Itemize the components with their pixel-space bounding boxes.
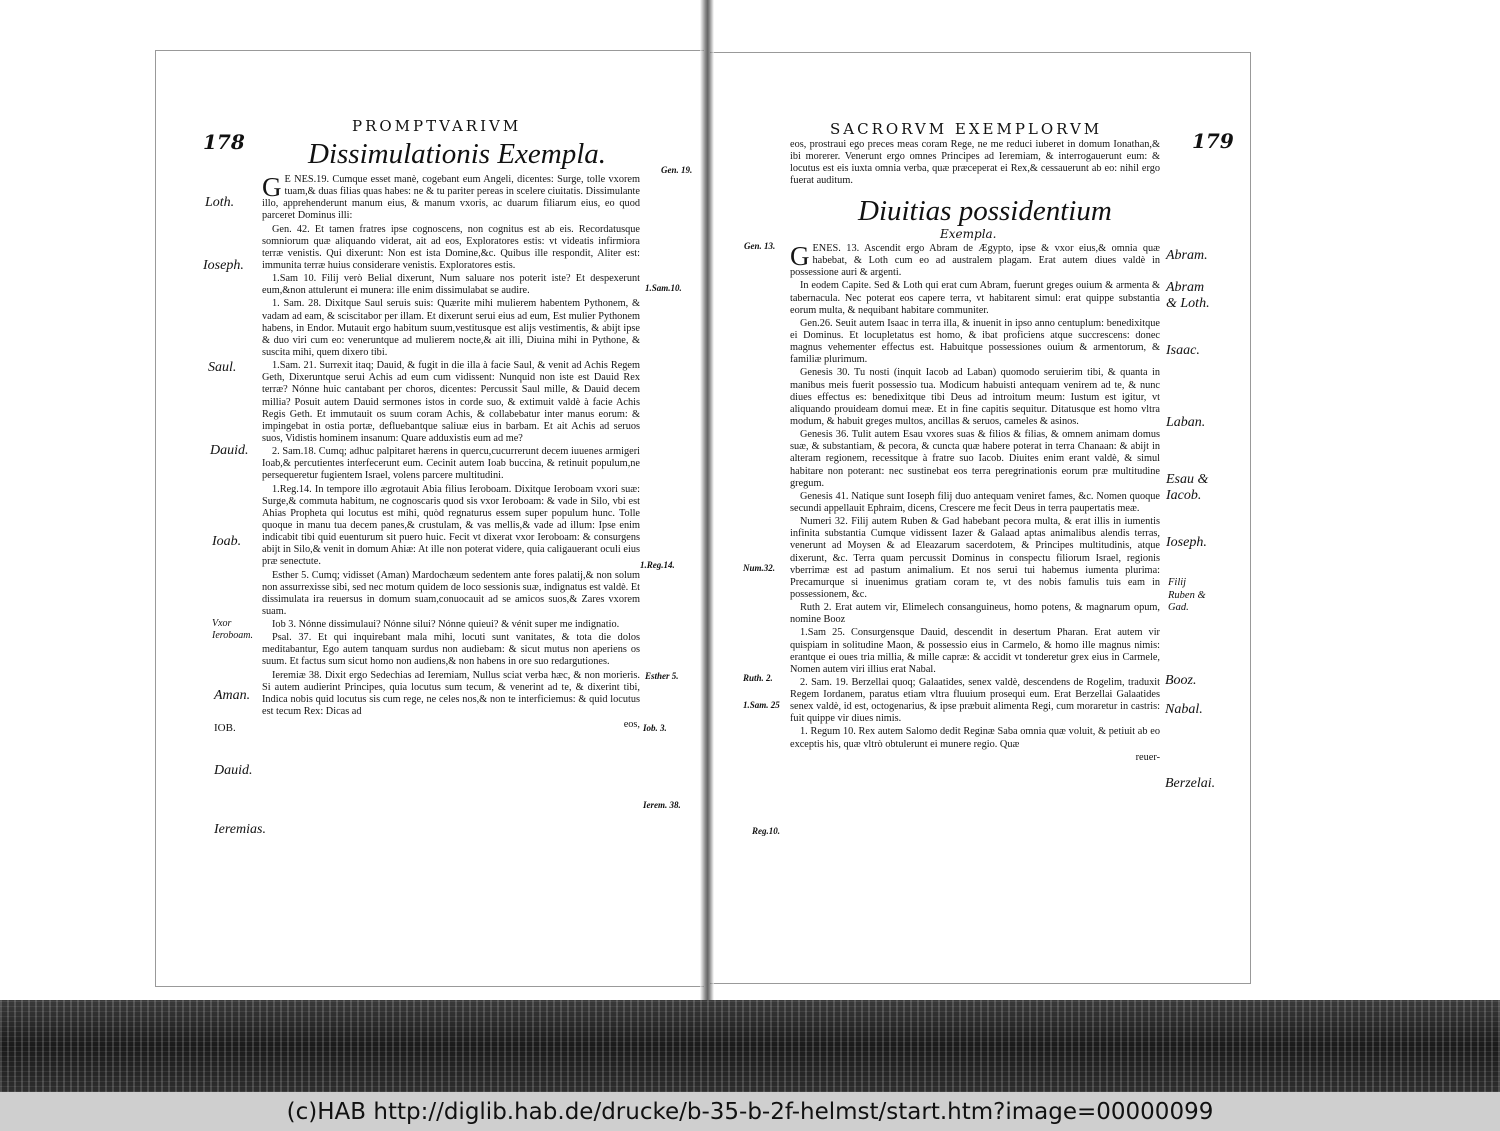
margin-name-abram-loth: Abram & Loth.	[1166, 280, 1210, 312]
right-paragraph-11: 1. Regum 10. Rex autem Salomo dedit Reginæ Saba omnia quæ voluit, & petiuit ab eo exceptis his, quæ vltrò obtulerunt ei munere regio. Quæ	[790, 726, 1160, 750]
right-continuation-text: eos, prostraui ego preces meas coram Rege, ne me reduci iuberet in domum Ionathan,& ibi morerer. Venerunt ergo omnes Principes ad Ieremiam, & interrogauerunt eum: & locutus est eis iuxta omnia verba, quæ præceperat ei Rex,& cessauerunt ab eo: nihil ergo fuerat auditum.	[790, 139, 1160, 187]
right-page-title: Diuitias possidentium	[858, 195, 1112, 227]
left-paragraph-8: Esther 5. Cumq; vidisset (Aman) Mardochæum sedentem ante fores palatij,& non solum non assurrexisse sibi, sed nec motum quidem de loco sessionis suæ, indignatus est valdè. Et dissimulata ira reuersus in domum suam,conuocauit ad se amicos suos,& Zares vxorem suam.	[262, 569, 640, 617]
margin-name-berzelai: Berzelai.	[1165, 776, 1216, 791]
right-page-subtitle: Exempla.	[940, 227, 997, 241]
right-body-text	[790, 243, 1160, 764]
left-paragraph-9: Iob 3. Nónne dissimulaui? Nónne silui? Nónne quieui? & vénit super me indignatio.	[272, 619, 620, 631]
side-ref-ierem-38: Ierem. 38.	[643, 800, 681, 810]
side-ref-esther-5: Esther 5.	[645, 671, 679, 681]
right-paragraph-10: 2. Sam. 19. Berzellai quoq; Galaatides, senex valdè, descendens de Rogelim, traduxit Regem Iordanem, paratus etiam vltra fluuium prosequi eum. Erat Berzellai Galaatides senex valdè, id est, octogenarius, & ipse præbuit alimenta Regi, cum moraretur in castris: fuit quippe vir diues nimis.	[790, 676, 1160, 725]
left-folio: 178	[203, 130, 245, 154]
left-catchword: eos,	[623, 719, 640, 731]
copyright-bar	[0, 1092, 1500, 1131]
right-paragraph-4: Genesis 30. Tu nosti (inquit Iacob ad Laban) quomodo seruierim tibi, & quanta in manibus meis fuerit possessio tua. Modicum habuisti antequam venirem ad te, & nunc diues effectus es: benedixitque tibi Deus ad introitum meum: Iustum est igitur, vt aliquando prouideam domui meæ. Et in fine capitis sequitur. Ditatusque est homo vltra modum, & habuit greges multos, ancillas & seruos, cameles & asinos.	[790, 367, 1160, 427]
left-paragraph-1: G E NES.19. Cumque esset manè, cogebant eum Angeli, dicentes: Surge, tolle vxorem tuam,& duas filias quas habes: ne & tu pariter pereas in scelere ciuitatis. Dissimulante illo, apprehenderunt manum eius, & manum vxoris, ac duarum filiarum eius, eo quod parceret Dominus illi:	[262, 172, 640, 222]
side-ref-num-32: Num.32.	[743, 563, 776, 573]
right-paragraph-9: 1.Sam 25. Consurgensque Dauid, descendit in desertum Pharan. Erat autem vir quispiam in solitudine Maon, & possessio eius in Carmelo, & homo ille magnus nimis: erantque ei oues tria millia, & mille capræ: & accidit vt tonderetur grex eius in Carmele, Nomen autem viri illius erat Nabal.	[790, 627, 1160, 675]
right-paragraph-7: Numeri 32. Filij autem Ruben & Gad habebant pecora multa, & erat illis in iumentis infinita substantia Cumque vidissent Iazer & Galaad aptas animalibus alendis terras, venerunt ad Moysen & ad Eleazarum sacerdotem, & Principes multitudinis, atque dixerunt, &c. Terra quam percussit Dominus in conspectu filiorum Israel, regionis vberrimæ est ad pastum animalium. Et nos serui tui habemus iumenta plurima: Precamurque si inuenimus gratiam coram te, vt des nobis famulis tuis eam in possessionem, &c.	[790, 516, 1160, 600]
left-paragraph-5: 1.Sam. 21. Surrexit itaq; Dauid, & fugit in die illa à facie Saul, & venit ad Achis Regem Geth, Dixeruntque serui Achis ad eum cum vidissent: Nunquid non iste est Dauid Rex terræ? Nónne huic cantabant per choros, dicentes: Percussit Saul mille, & Dauid decem millia? Posuit autem Dauid sermones istos in corde suo, & extimuit valdè à facie Achis Regis Geth. Et immutauit os suum coram Achis, & collabebatur inter manus eorum: & impingebat in ostia portæ, defluebantque saliuæ eius in barbam. Et ait Achis ad seruos suos, Vidistis hominem insanum: Quare adduxistis eum ad me?	[262, 360, 640, 444]
left-running-head: PROMPTVARIVM	[352, 117, 522, 135]
left-paragraph-11: Ieremiæ 38. Dixit ergo Sedechias ad Ieremiam, Nullus sciat verba hæc, & non morieris. Si autem audierint Principes, quia locutus sum tecum, & venerint ad te, & dixerint tibi, Indica nobis quid locutus sis cum rege, ne celes nos,& non te interficiemus: & quid locutus est tecum Rex: Dicas ad	[262, 669, 640, 718]
copyright-url: (c)HAB http://diglib.hab.de/drucke/b-35-b-2f-helmst/start.htm?image=00000099	[286, 1098, 1214, 1125]
side-ref-1-sam-10: 1.Sam.10.	[645, 283, 682, 293]
margin-name-booz: Booz.	[1165, 673, 1197, 688]
margin-name-ieremias: Ieremias.	[214, 822, 266, 837]
margin-name-vxor-ieroboam: Vxor Ieroboam.	[212, 618, 254, 641]
right-catchword: reuer-	[1135, 751, 1160, 763]
margin-name-ioab: Ioab.	[212, 534, 242, 549]
margin-name-laban: Laban.	[1166, 415, 1206, 430]
side-ref-iob-3: Iob. 3.	[643, 723, 667, 733]
margin-name-dauid-2: Dauid.	[214, 763, 253, 778]
margin-name-nabal: Nabal.	[1165, 702, 1203, 717]
right-running-head: SACRORVM EXEMPLORVM	[830, 120, 1103, 138]
margin-name-esau-iacob: Esau & Iacob.	[1166, 472, 1209, 504]
side-ref-gen-19: Gen. 19.	[661, 165, 693, 175]
margin-name-ioseph: Ioseph.	[203, 258, 244, 273]
right-drop-cap: G	[790, 241, 810, 271]
side-ref-1-reg-14: 1.Reg.14.	[640, 560, 675, 570]
right-paragraph-3: Gen.26. Seuit autem Isaac in terra illa, & inuenit in ipso anno centuplum: benedixitque ei Dominus. Et locupletatus est homo, & ibat proficiens atque succrescens: donec magnus vehementer effectus est. Habuitque possessiones ouium & armentorum, & familiæ plurimum.	[790, 317, 1160, 366]
side-ref-reg-10: Reg.10.	[752, 826, 780, 836]
left-paragraph-6: 2. Sam.18. Cumq; adhuc palpitaret hærens in quercu,cucurrerunt decem iuuenes armigeri Ioab,& percutientes interfecerunt eum. Cecinit autem Ioab buccina, & retinuit populum,ne persequeretur fugientem Israel, volens parcere multitudini.	[262, 446, 640, 482]
right-folio: 179	[1192, 129, 1234, 153]
right-paragraph-6: Genesis 41. Natique sunt Ioseph filij duo antequam veniret fames, &c. Nomen quoque secundi appellauit Ephraim, dicens, Crescere me fecit Deus in terra paupertatis meæ.	[790, 490, 1160, 514]
right-paragraph-8: Ruth 2. Erat autem vir, Elimelech consanguineus, homo potens, & magnarum opum, nomine Booz	[790, 602, 1160, 626]
margin-name-filij-ruben-gad: Filij Ruben & Gad.	[1168, 577, 1206, 614]
margin-name-iob: IOB.	[214, 722, 236, 734]
margin-name-saul: Saul.	[208, 360, 237, 375]
right-paragraph-1: GENES. 13. Ascendit ergo Abram de Ægypto, ipse & vxor eius,& omnia quæ habebat, & Loth cum eo ad australem plagam. Erat autem diues valdè in possessione auri & argenti.	[790, 241, 1160, 279]
left-paragraph-3: 1.Sam 10. Filij verò Belial dixerunt, Num saluare nos poterit iste? Et despexerunt eum,&non attulerunt ei munera: ille enim dissimulabat se audire.	[262, 273, 640, 297]
left-paragraph-7: 1.Reg.14. In tempore illo ægrotauit Abia filius Ieroboam. Dixitque Ieroboam vxori suæ: Surge,& commuta habitum, ne cognoscaris quod sis vxor Ieroboam: & vade in Silo, vbi est Ahias Propheta qui locutus est mihi, quòd regnaturus essem super populum hunc. Tolle quoque in manu tua decem panes,& crustulam, & vas mellis,& vade ad illum: Ipse enim indicabit tibi quid euenturum sit puero huic. Fecit vt dixerat vxor Ieroboam: & consurgens abijt in Silo,& venit in domum Ahiæ: At ille non poterat videre, quia caligauerant oculi eius præ senectute.	[262, 483, 640, 568]
left-drop-cap: G	[262, 172, 282, 202]
left-paragraph-10: Psal. 37. Et qui inquirebant mala mihi, locuti sunt vanitates, & tota die dolos meditabantur, Ego autem tanquam surdus non audiebam: & sicut mutus non aperiens os suum. Et factus sum sicut homo non audiens,& non habens in ore suo redargutiones.	[262, 632, 640, 668]
margin-name-isaac: Isaac.	[1166, 343, 1200, 358]
margin-name-aman: Aman.	[214, 688, 251, 703]
left-paragraph-4: 1. Sam. 28. Dixitque Saul seruis suis: Quærite mihi mulierem habentem Pythonem, & vadam ad eam, & sciscitabor per illam. Et dixerunt serui eius ad eum, Est mulier Pythonem habens, in Endor. Mutauit ergo habitum suum,vestitusque est alijs vestimentis, & abijt ipse & duo viri cum eo: veneruntque ad mulierem nocte,& ait illi, Diuina mihi in Pythone, & suscita mihi, quem dixero tibi.	[262, 298, 640, 358]
left-page-title: Dissimulationis Exempla.	[308, 138, 607, 170]
scan-bed-shadow	[0, 1000, 1500, 1092]
side-ref-1-sam-25: 1.Sam. 25	[743, 700, 780, 710]
margin-name-dauid: Dauid.	[210, 443, 249, 458]
right-paragraph-2: In eodem Capite. Sed & Loth qui erat cum Abram, fuerunt greges ouium & armenta & tabernacula. Nec poterat eos capere terra, vt habitarent simul: erat quippe substantia eorum multa, & nequibant habitare communiter.	[790, 280, 1160, 316]
margin-name-ioseph-right: Ioseph.	[1166, 535, 1207, 550]
margin-name-loth: Loth.	[205, 195, 235, 210]
side-ref-ruth-2: Ruth. 2.	[743, 673, 773, 683]
margin-name-abram: Abram.	[1166, 248, 1208, 263]
right-paragraph-5: Genesis 36. Tulit autem Esau vxores suas & filios & filias, & omnem animam domus suæ, & substantiam, & pecora, & cuncta quæ habere poterat in terra Chanaan: & abijt in alteram regionem, recessitque à fratre suo Iacob. Diuites enim erant valdè, & simul habitare non poterant: nec sustinebat eos terra peregrinationis eorum præ multitudine gregum.	[790, 429, 1160, 489]
side-ref-gen-13: Gen. 13.	[744, 241, 776, 251]
left-body-text	[262, 174, 640, 731]
book-gutter	[700, 0, 714, 1000]
left-paragraph-2: Gen. 42. Et tamen fratres ipse cognoscens, non cognitus est ab eis. Recordatusque somniorum quæ aliquando viderat, ait ad eos, Exploratores estis: vt videatis infirmiora terræ venistis. Qui dixerunt: Non est ista Domine,&c. Quibus ille respondit, Aliter est: immunita terræ huius considerare venistis. Exploratores estis.	[262, 223, 640, 271]
